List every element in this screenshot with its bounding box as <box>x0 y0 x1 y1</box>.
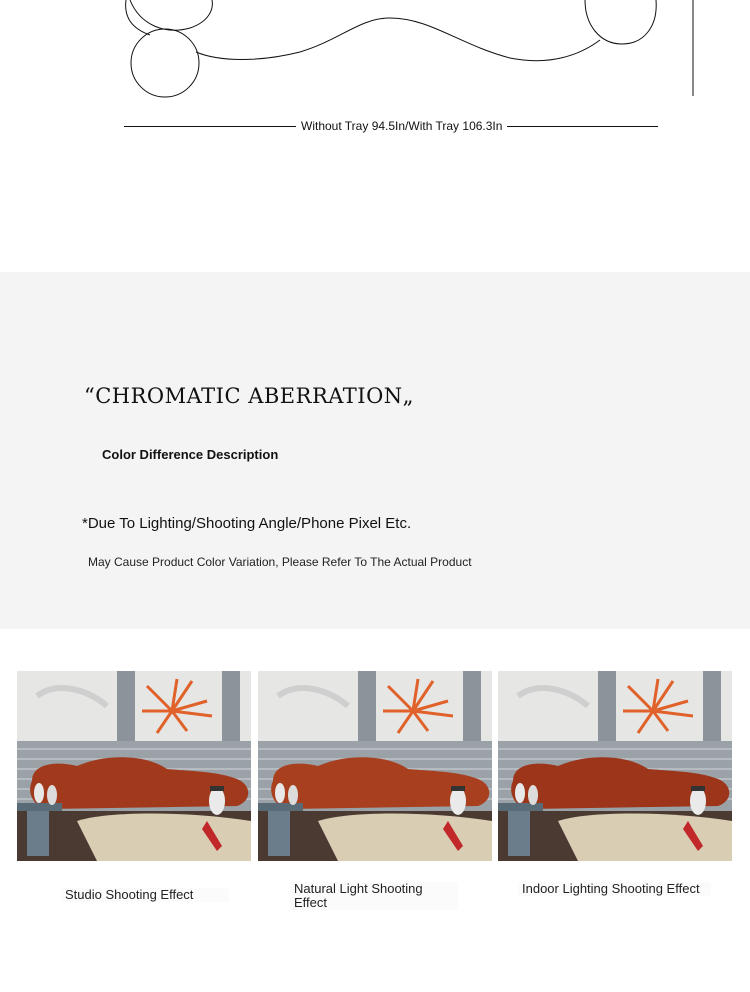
sofa-room-image <box>17 671 251 861</box>
shooting-effect-gallery <box>0 671 750 861</box>
studio-caption: Studio Shooting Effect <box>61 888 229 902</box>
aberration-note: *Due To Lighting/Shooting Angle/Phone Pixel Etc. <box>82 515 412 532</box>
sofa-dimension-drawing <box>0 0 750 160</box>
aberration-subtitle: Color Difference Description <box>102 447 279 462</box>
natural-light-caption: Natural Light Shooting Effect <box>290 882 458 910</box>
sofa-room-image <box>498 671 732 861</box>
aberration-title: “CHROMATIC ABERRATION„ <box>84 384 415 408</box>
indoor-lighting-shooting-photo <box>498 671 732 861</box>
sofa-outline-sketch <box>0 0 750 160</box>
indoor-lighting-caption: Indoor Lighting Shooting Effect <box>518 882 711 896</box>
width-dimension-label: Without Tray 94.5In/With Tray 106.3In <box>296 119 507 133</box>
sofa-room-image <box>258 671 492 861</box>
aberration-note-detail: May Cause Product Color Variation, Please Refer To The Actual Product <box>88 555 472 569</box>
chromatic-aberration-section <box>0 272 750 629</box>
studio-shooting-photo <box>17 671 251 861</box>
natural-light-shooting-photo <box>258 671 492 861</box>
